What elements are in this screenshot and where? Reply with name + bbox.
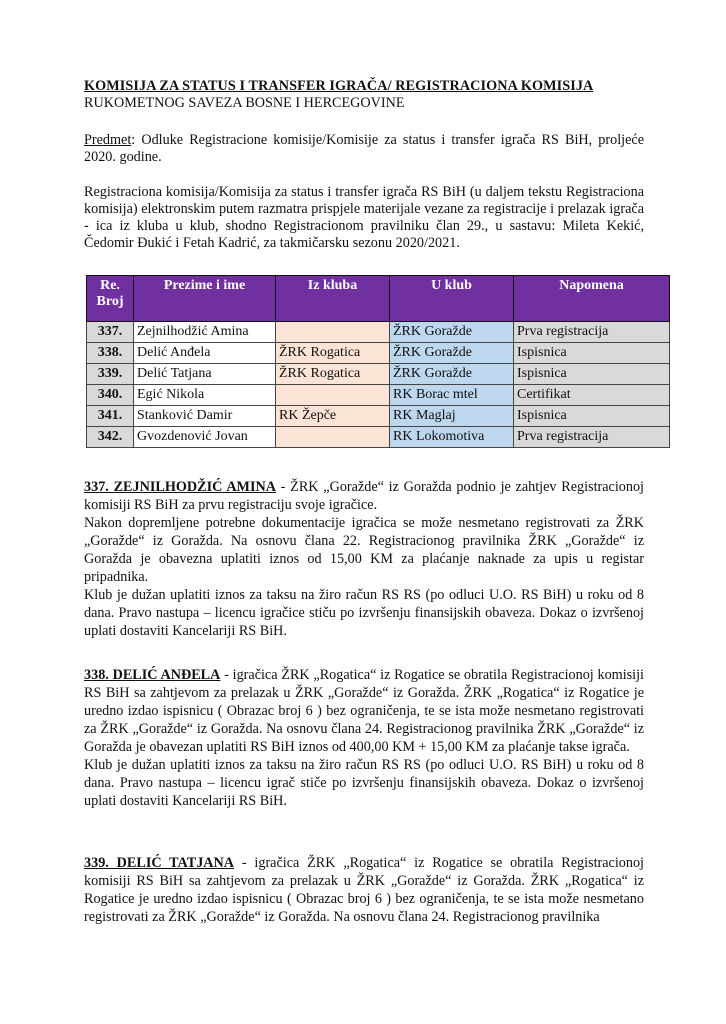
cell-to-club: RK Lokomotiva xyxy=(390,427,514,448)
cell-note: Prva registracija xyxy=(514,427,670,448)
cell-note: Ispisnica xyxy=(514,343,670,364)
cell-from-club xyxy=(276,385,390,406)
cell-name: Delić Anđela xyxy=(134,343,276,364)
cell-note: Prva registracija xyxy=(514,322,670,343)
column-header-note: Napomena xyxy=(514,276,670,322)
section-337-paragraph-2: Nakon dopremljene potrebne dokumentacije igračica se može nesmetano registrovati za ŽRK „Goražde“ iz Goražda. Na osnovu člana 22. Registracionog pravilnika ŽRK „Goražde“ iz Goražda je obavezna uplatiti iznos od 15,00 KM za plaćanje naknade za upis u registar pripadnika. xyxy=(84,515,644,585)
cell-name: Delić Tatjana xyxy=(134,364,276,385)
section-337-paragraph-1 xyxy=(84,478,644,514)
section-337-text-1: - ŽRK „Goražde“ iz Goražda podnio je zahtjev Registracionoj komisiji RS BiH za prvu registraciju svoje igračice. xyxy=(84,479,644,513)
cell-to-club: ŽRK Goražde xyxy=(390,322,514,343)
table-row xyxy=(87,343,670,364)
cell-from-club xyxy=(276,427,390,448)
cell-from-club: ŽRK Rogatica xyxy=(276,343,390,364)
cell-name: Egić Nikola xyxy=(134,385,276,406)
section-337-paragraph-3: Klub je dužan uplatiti iznos za taksu na žiro račun RS RS (po odluci U.O. RS BiH) u roku od 8 dana. Pravo nastupa – licencu igračice stiču po izvršenju finansijskih obaveza. Dokaz o izvršenoj uplati dostaviti Kancelariji RS BiH. xyxy=(84,587,644,639)
cell-name: Stanković Damir xyxy=(134,406,276,427)
section-339 xyxy=(84,854,644,926)
cell-note: Ispisnica xyxy=(514,364,670,385)
cell-number: 337. xyxy=(87,322,134,343)
table-row xyxy=(87,385,670,406)
cell-from-club xyxy=(276,322,390,343)
commission-title: KOMISIJA ZA STATUS I TRANSFER IGRAČA/ REGISTRACIONA KOMISIJA xyxy=(84,78,594,94)
registration-table xyxy=(86,275,670,448)
section-338-paragraph-2: Klub je dužan uplatiti iznos za taksu na žiro račun RS RS (po odluci U.O. RS BiH) u roku od 8 dana. Pravo nastupa – licencu igrač stiče po izvršenju finansijskih obaveza. Dokaz o izvršenoj uplati dostaviti Kancelariji RS BiH. xyxy=(84,757,644,809)
cell-number: 339. xyxy=(87,364,134,385)
document-header xyxy=(84,78,644,252)
table-header-row xyxy=(87,276,670,322)
federation-subtitle: RUKOMETNOG SAVEZA BOSNE I HERCEGOVINE xyxy=(84,95,405,111)
cell-number: 341. xyxy=(87,406,134,427)
cell-number: 342. xyxy=(87,427,134,448)
section-337 xyxy=(84,478,644,640)
section-338-heading: 338. DELIĆ ANĐELA xyxy=(84,667,221,683)
column-header-to-club: U klub xyxy=(390,276,514,322)
section-338-text-1: - igračica ŽRK „Rogatica“ iz Rogatice se obratila Registracionoj komisiji RS BiH sa zahtjevom za prelazak u ŽRK „Goražde“ iz Goražda. ŽRK „Rogatica“ iz Rogatice je uredno izdao ispisnicu ( Obrazac broj 6 ) bez ograničenja, te se ista može nesmetano registrovati za ŽRK „Goražde“ iz Goražda. Na osnovu člana 24. Registracionog pravilnika ŽRK „Goražde“ iz Goražda je obavezan uplatiti RS BiH iznos od 400,00 KM + 15,00 KM za plaćanje takse igrača. xyxy=(84,667,644,755)
table-row xyxy=(87,322,670,343)
cell-to-club: ŽRK Goražde xyxy=(390,364,514,385)
table-row xyxy=(87,406,670,427)
table-row xyxy=(87,364,670,385)
table-row xyxy=(87,427,670,448)
section-339-text-1: - igračica ŽRK „Rogatica“ iz Rogatice se obratila Registracionoj komisiji RS BiH sa zahtjevom za prelazak u ŽRK „Goražde“ iz Goražda. ŽRK „Rogatica“ iz Rogatice je uredno izdao ispisnicu ( Obrazac broj 6 ) bez ograničenja, te se ista može nesmetano registrovati za ŽRK „Goražde“ iz Goražda. Na osnovu člana 24. Registracionog pravilnika xyxy=(84,855,644,925)
column-header-name: Prezime i ime xyxy=(134,276,276,322)
column-header-from-club: Iz kluba xyxy=(276,276,390,322)
section-339-heading: 339. DELIĆ TATJANA xyxy=(84,855,235,871)
intro-paragraph: Registraciona komisija/Komisija za status i transfer igrača RS BiH (u daljem tekstu Registraciona komisija) elektronskim putem razmatra prispjele materijale vezane za registracije i prelazak igrača - ica iz kluba u klub, shodno Registracionom pravilniku član 29., u sastavu: Mileta Kekić, Čedomir Đukić i Fetah Kadrić, za takmičarsku sezonu 2020/2021. xyxy=(84,184,644,251)
section-338 xyxy=(84,666,644,810)
column-header-number: Re. Broj xyxy=(87,276,134,322)
section-338-paragraph-1 xyxy=(84,666,644,756)
subject-paragraph xyxy=(84,132,644,166)
cell-to-club: ŽRK Goražde xyxy=(390,343,514,364)
cell-to-club: RK Borac mtel xyxy=(390,385,514,406)
cell-note: Ispisnica xyxy=(514,406,670,427)
cell-from-club: RK Žepče xyxy=(276,406,390,427)
cell-name: Gvozdenović Jovan xyxy=(134,427,276,448)
cell-number: 338. xyxy=(87,343,134,364)
cell-name: Zejnilhodžić Amina xyxy=(134,322,276,343)
subject-label: Predmet xyxy=(84,132,132,148)
subject-text: : Odluke Registracione komisije/Komisije za status i transfer igrača RS BiH, proljeće 2020. godine. xyxy=(84,132,644,165)
cell-number: 340. xyxy=(87,385,134,406)
cell-to-club: RK Maglaj xyxy=(390,406,514,427)
cell-from-club: ŽRK Rogatica xyxy=(276,364,390,385)
section-339-paragraph-1 xyxy=(84,854,644,926)
section-337-heading: 337. ZEJNILHODŽIĆ AMINA xyxy=(84,479,276,495)
cell-note: Certifikat xyxy=(514,385,670,406)
